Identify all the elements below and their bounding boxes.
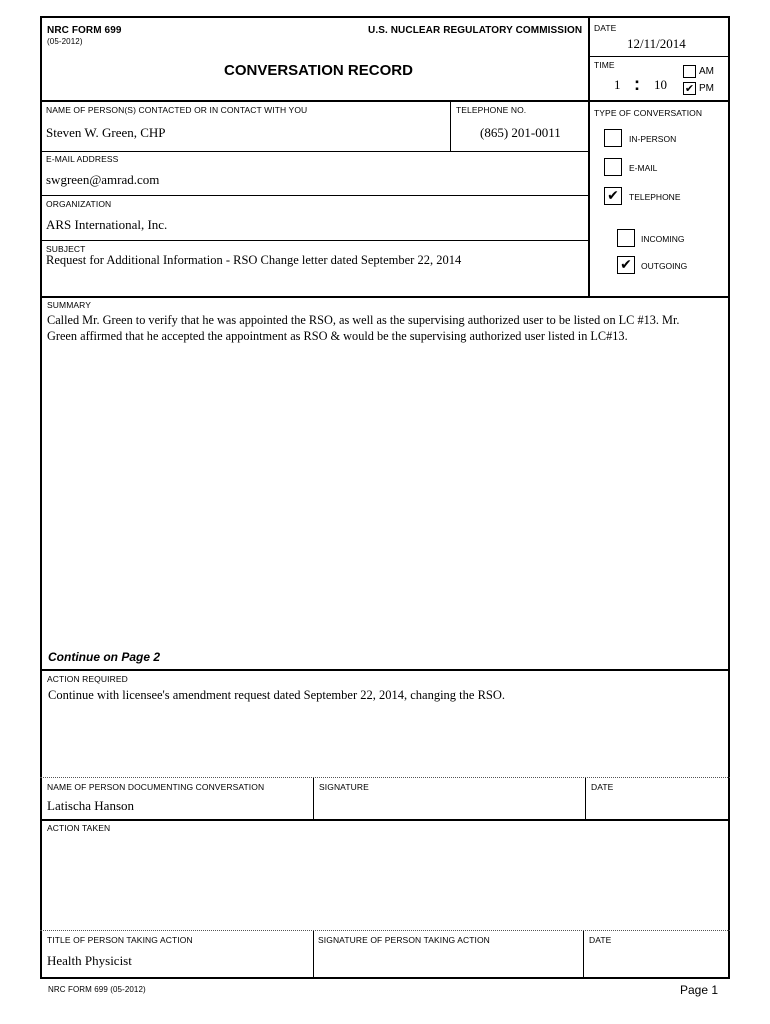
summary-line-1: Called Mr. Green to verify that he was appointed the RSO, as well as the supervising authorized user to be listed on LC #13. Mr. (47, 313, 680, 327)
contact-row-divider (40, 151, 588, 152)
action-signature-divider (313, 931, 314, 978)
action-date-label: DATE (589, 935, 612, 945)
summary-line-2: Green affirmed that he accepted the appointment as RSO & would be the supervising authorized user listed in LC#13. (47, 329, 628, 343)
email-checkbox[interactable] (604, 158, 622, 176)
form-revision: (05-2012) (47, 37, 83, 46)
date-divider (589, 56, 730, 57)
email-type-label: E-MAIL (629, 163, 658, 173)
am-checkbox[interactable] (683, 65, 696, 78)
time-hour[interactable]: 1 (614, 77, 621, 92)
form-frame (40, 16, 730, 979)
telephone-label: TELEPHONE NO. (456, 105, 527, 115)
action-taken-label: ACTION TAKEN (47, 823, 111, 833)
continue-note: Continue on Page 2 (48, 650, 161, 664)
agency-name: U.S. NUCLEAR REGULATORY COMMISSION (368, 25, 583, 36)
documenter-row-divider (40, 777, 730, 778)
header-divider (40, 100, 730, 102)
email-value[interactable]: swgreen@amrad.com (46, 172, 160, 187)
contact-value[interactable]: Steven W. Green, CHP (46, 125, 166, 140)
page-title: CONVERSATION RECORD (224, 62, 413, 79)
summary-top-divider (40, 296, 730, 298)
time-separator: : (634, 74, 640, 94)
action-person-row-divider (40, 930, 730, 931)
outgoing-checkbox[interactable]: ✔ (617, 256, 635, 274)
action-required-divider (40, 669, 730, 671)
documenter-date-label: DATE (591, 782, 614, 792)
action-person-title-value[interactable]: Health Physicist (47, 953, 132, 968)
telephone-checkbox[interactable]: ✔ (604, 187, 622, 205)
email-label: E-MAIL ADDRESS (46, 154, 119, 164)
subject-label: SUBJECT (46, 244, 86, 254)
outgoing-label: OUTGOING (641, 261, 688, 271)
action-person-title-label: TITLE OF PERSON TAKING ACTION (47, 935, 193, 945)
action-date-divider (583, 931, 584, 978)
organization-value[interactable]: ARS International, Inc. (46, 217, 168, 232)
time-minute[interactable]: 10 (654, 77, 667, 92)
action-required-value[interactable]: Continue with licensee's amendment request dated September 22, 2014, changing the RSO. (48, 688, 506, 702)
documenter-date-divider (585, 778, 586, 820)
telephone-divider (450, 101, 451, 152)
date-value[interactable]: 12/11/2014 (627, 36, 686, 51)
right-column-divider (588, 16, 590, 298)
am-label: AM (699, 66, 714, 77)
incoming-checkbox[interactable] (617, 229, 635, 247)
pm-checkbox[interactable]: ✔ (684, 82, 695, 95)
contact-label: NAME OF PERSON(S) CONTACTED OR IN CONTACT WITH YOU (46, 105, 308, 115)
pm-label: PM (699, 83, 714, 94)
subject-value[interactable]: Request for Additional Information - RSO Change letter dated September 22, 2014 (46, 253, 462, 267)
incoming-label: INCOMING (641, 234, 685, 244)
action-signature-label: SIGNATURE OF PERSON TAKING ACTION (318, 935, 490, 945)
in-person-checkbox[interactable] (604, 129, 622, 147)
time-label: TIME (594, 60, 615, 70)
action-taken-divider (40, 819, 730, 821)
documenter-signature-label: SIGNATURE (319, 782, 369, 792)
footer-form-id: NRC FORM 699 (05-2012) (48, 985, 146, 994)
summary-label: SUMMARY (47, 300, 91, 310)
in-person-label: IN-PERSON (629, 134, 677, 144)
email-row-divider (40, 195, 588, 196)
telephone-type-label: TELEPHONE (629, 192, 681, 202)
documenter-name-label: NAME OF PERSON DOCUMENTING CONVERSATION (47, 782, 265, 792)
form-id: NRC FORM 699 (47, 25, 122, 36)
conversation-type-label: TYPE OF CONVERSATION (594, 108, 703, 118)
action-required-label: ACTION REQUIRED (47, 674, 128, 684)
page-number: Page 1 (680, 983, 719, 997)
telephone-value[interactable]: (865) 201-0011 (480, 125, 561, 140)
date-label: DATE (594, 23, 617, 33)
documenter-signature-divider (313, 778, 314, 820)
organization-label: ORGANIZATION (46, 199, 112, 209)
organization-row-divider (40, 240, 588, 241)
documenter-name-value[interactable]: Latischa Hanson (47, 798, 135, 813)
